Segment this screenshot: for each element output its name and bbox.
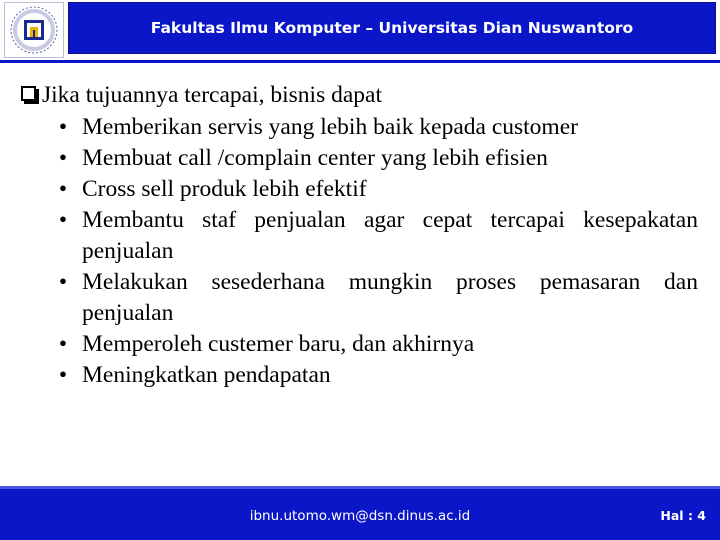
list-item-text: Memperoleh custemer baru, dan akhirnya bbox=[82, 331, 475, 357]
list-item-text: Cross sell produk lebih efektif bbox=[82, 176, 367, 202]
list-item-text: Memberikan servis yang lebih baik kepada customer bbox=[82, 114, 578, 140]
slide-header bbox=[0, 0, 720, 62]
bullet-dot-icon: • bbox=[58, 145, 68, 171]
bullet-dot-icon: • bbox=[58, 114, 68, 140]
list-item-text: Membuat call /complain center yang lebih efisien bbox=[82, 145, 548, 171]
list-item bbox=[20, 267, 698, 329]
bullet-dot-icon: • bbox=[58, 269, 68, 295]
bullet-dot-icon: • bbox=[58, 207, 68, 233]
header-title-bar bbox=[68, 2, 716, 54]
header-rule bbox=[0, 60, 720, 63]
university-logo-icon bbox=[5, 3, 63, 57]
list-item bbox=[20, 174, 698, 205]
list-item bbox=[20, 143, 698, 174]
page-number: Hal : 4 bbox=[660, 507, 706, 523]
bullet-dot-icon: • bbox=[58, 176, 68, 202]
list-item bbox=[20, 360, 698, 391]
bullet-list bbox=[20, 112, 698, 391]
bullet-dot-icon: • bbox=[58, 331, 68, 357]
header-title: Fakultas Ilmu Komputer – Universitas Dian Nuswantoro bbox=[150, 19, 634, 37]
list-item bbox=[20, 329, 698, 360]
heading-text: Jika tujuannya tercapai, bisnis dapat bbox=[42, 82, 382, 108]
logo-box bbox=[4, 2, 64, 58]
slide-footer bbox=[0, 486, 720, 540]
list-item bbox=[20, 112, 698, 143]
bullet-dot-icon: • bbox=[58, 362, 68, 388]
heading-row bbox=[20, 80, 698, 111]
list-item-text: Melakukan sesederhana mungkin proses pemasaran dan penjualan bbox=[82, 269, 698, 326]
slide-content bbox=[20, 80, 698, 391]
square-bullet-icon bbox=[20, 85, 40, 105]
footer-email: ibnu.utomo.wm@dsn.dinus.ac.id bbox=[249, 508, 471, 524]
list-item-text: Meningkatkan pendapatan bbox=[82, 362, 331, 388]
list-item bbox=[20, 205, 698, 267]
list-item-text: Membantu staf penjualan agar cepat tercapai kesepakatan penjualan bbox=[82, 207, 698, 264]
